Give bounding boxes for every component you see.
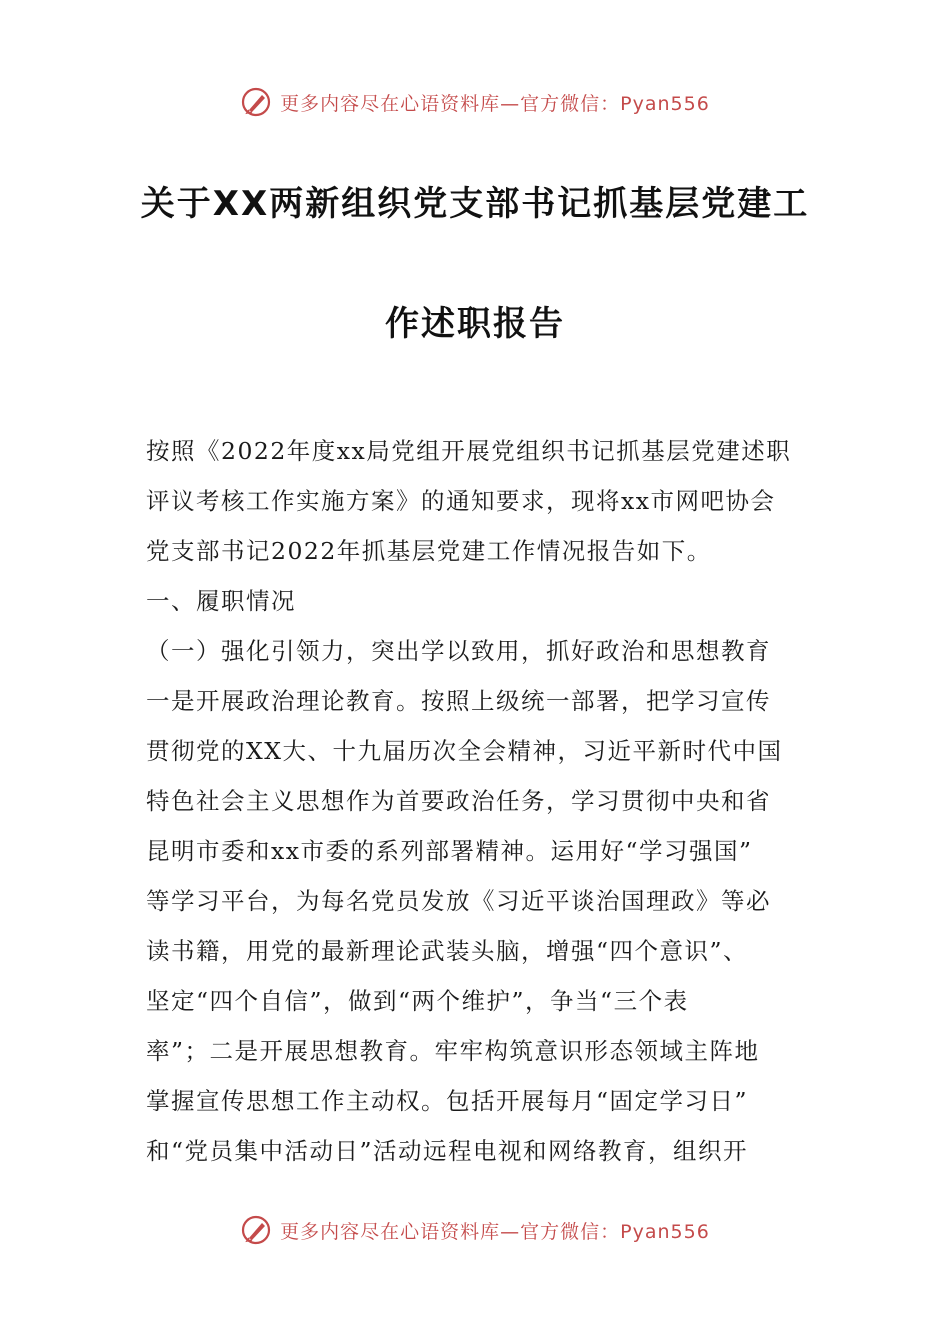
body-line: 特色社会主义思想作为首要政治任务，学习贯彻中央和省 bbox=[146, 787, 771, 815]
watermark-text: 更多内容尽在心语资料库—官方微信：Pyan556 bbox=[280, 1220, 710, 1243]
body-line: 党支部书记2022年抓基层党建工作情况报告如下。 bbox=[146, 537, 712, 565]
section-heading: 一、履职情况 bbox=[146, 587, 296, 615]
subsection-heading: （一）强化引领力，突出学以致用，抓好政治和思想教育 bbox=[146, 637, 771, 665]
pen-logo-icon bbox=[240, 86, 272, 118]
document-title-line-2: 作述职报告 bbox=[385, 304, 565, 344]
body-line: 等学习平台，为每名党员发放《习近平谈治国理政》等必 bbox=[146, 887, 771, 915]
body-line: 一是开展政治理论教育。按照上级统一部署，把学习宣传 bbox=[146, 687, 771, 715]
body-line: 读书籍，用党的最新理论武装头脑，增强“四个意识”、 bbox=[146, 937, 749, 965]
body-line: 按照《2022年度xx局党组开展党组织书记抓基层党建述职 bbox=[146, 437, 792, 465]
body-line: 坚定“四个自信”，做到“两个维护”，争当“三个表 bbox=[146, 987, 689, 1015]
body-line: 评议考核工作实施方案》的通知要求，现将xx市网吧协会 bbox=[146, 487, 776, 515]
body-line: 掌握宣传思想工作主动权。包括开展每月“固定学习日” bbox=[146, 1087, 749, 1115]
pen-logo-icon bbox=[240, 1214, 272, 1246]
body-line: 昆明市委和xx市委的系列部署精神。运用好“学习强国” bbox=[146, 837, 753, 865]
document-body bbox=[146, 426, 810, 1176]
body-line: 率”；二是开展思想教育。牢牢构筑意识形态领域主阵地 bbox=[146, 1037, 760, 1065]
body-line: 和“党员集中活动日”活动远程电视和网络教育，组织开 bbox=[146, 1137, 749, 1165]
watermark-text: 更多内容尽在心语资料库—官方微信：Pyan556 bbox=[280, 92, 710, 115]
document-title-line-1: 关于XX两新组织党支部书记抓基层党建工 bbox=[140, 184, 810, 224]
body-line: 贯彻党的XX大、十九届历次全会精神，习近平新时代中国 bbox=[146, 737, 783, 765]
watermark-header bbox=[0, 80, 950, 124]
watermark-footer bbox=[0, 1208, 950, 1252]
